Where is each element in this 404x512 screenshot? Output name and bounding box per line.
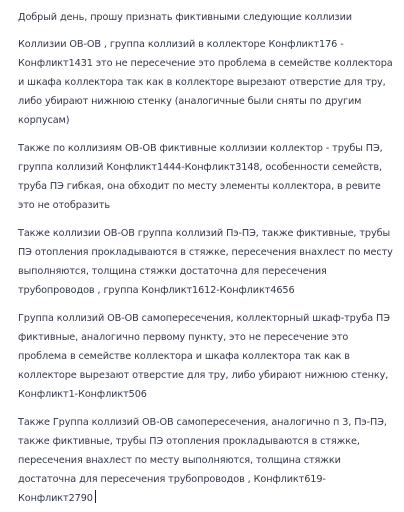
message-paragraph-1: Коллизии ОВ-ОВ , группа коллизий в коллекторе Конфликт176 - Конфликт1431 это не пересечение это проблема в семействе коллектора и шкафа коллектора так как в коллекторе вырезают отверстие для тру, либо убирают нижнюю стенку (аналогичные были сняты по другим корпусам) bbox=[18, 39, 393, 126]
text-cursor bbox=[95, 490, 96, 503]
message-paragraph-4: Группа коллизий ОВ-ОВ самопересечения, коллекторный шкаф-труба ПЭ фиктивные, аналогично первому пункту, это не пересечение это проблема в семействе коллектора и шкафа коллектора так как в коллекторе вырезают отверстие для тру, либо убирают нижнюю стенку, Конфликт1-Конфликт506 bbox=[18, 313, 390, 400]
message-paragraph-3: Также коллизии ОВ-ОВ группа коллизий Пэ-ПЭ, также фиктивные, трубы ПЭ отопления прокладываются в стяжке, пересечения внахлест по месту выполняются, толщина стяжки достаточна для пересечения трубопроводов , группа Конфликт1612-Конфликт4656 bbox=[18, 228, 393, 296]
message-paragraph-5-text: Также Группа коллизий ОВ-ОВ самопересечения, аналогично п 3, Пэ-ПЭ, также фиктивные, трубы ПЭ отопления прокладываются в стяжке, пересечения внахлест по месту выполняются, толщина стяжки достаточна для пересечения трубопроводов , Конфликт619-Конфликт2790 bbox=[18, 417, 387, 504]
message-paragraph-2: Также по коллизиям ОВ-ОВ фиктивные коллизии коллектор - трубы ПЭ, группа коллизий Конфликт1444-Конфликт3148, особенности семейств, труба ПЭ гибкая, она обходит по месту элементы коллектора, в ревите это не отобразить bbox=[18, 143, 383, 211]
message-greeting: Добрый день, прошу признать фиктивными следующие коллизии bbox=[18, 12, 352, 23]
message-paragraph-5 bbox=[18, 413, 394, 508]
